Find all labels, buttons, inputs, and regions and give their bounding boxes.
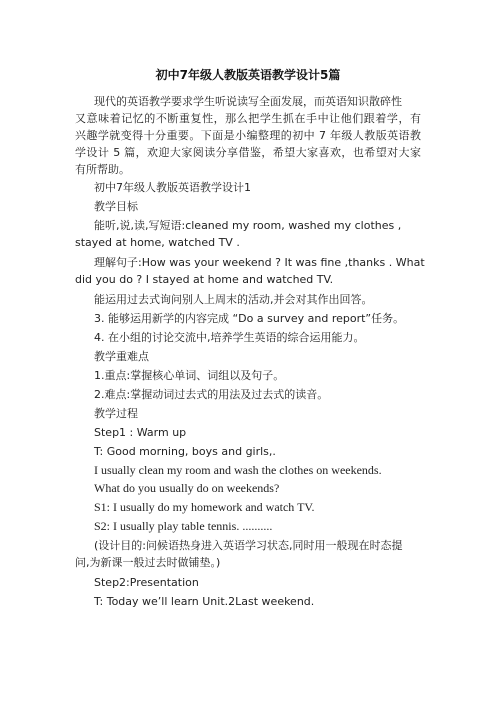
paragraph-line: 有所帮助。	[75, 163, 130, 176]
paragraph-line: did you do ? I stayed at home and watched TV.	[75, 273, 334, 286]
paragraph-line: (设计目的:问候语热身进入英语学习状态,同时用一般现在时态提	[94, 539, 403, 552]
subheading: 教学重难点	[94, 350, 149, 363]
paragraph-line: Step2:Presentation	[94, 576, 199, 589]
paragraph-line: 能运用过去式询问别人上周末的活动,并会对其作出回答。	[94, 293, 373, 306]
subheading: 教学目标	[94, 200, 138, 213]
paragraph-line: 学设计 5 篇，欢迎大家阅读分享借鉴，希望大家喜欢，也希望对大家	[75, 146, 421, 159]
paragraph-line: S1: I usually do my homework and watch TV.	[94, 500, 315, 514]
document-title: 初中7年级人教版英语教学设计5篇	[155, 68, 341, 82]
paragraph-line: S2: I usually play table tennis. ..........	[94, 519, 273, 533]
paragraph-line: T: Today we’ll learn Unit.2Last weekend.	[94, 595, 315, 608]
subheading: 教学过程	[94, 407, 138, 420]
paragraph-line: stayed at home, watched TV .	[75, 236, 240, 249]
paragraph-line: Step1 : Warm up	[94, 426, 187, 439]
paragraph-line: 现代的英语教学要求学生听说读写全面发展，而英语知识散碎性	[94, 95, 402, 108]
paragraph-line: 1.重点:掌握核心单词、词组以及句子。	[94, 369, 285, 382]
paragraph-line: 兴趣学就变得十分重要。下面是小编整理的初中 7 年级人教版英语教	[75, 129, 421, 142]
paragraph-line: T: Good morning, boys and girls,.	[94, 445, 276, 458]
paragraph-line: 2.难点:掌握动词过去式的用法及过去式的读音。	[94, 388, 329, 401]
paragraph-line: 4. 在小组的讨论交流中,培养学生英语的综合运用能力。	[94, 331, 365, 344]
paragraph-line: 能听,说,读,写短语:cleaned my room, washed my clothes ,	[94, 219, 402, 232]
paragraph-line: 理解句子:How was your weekend ? It was fine ,thanks . What	[94, 256, 425, 269]
paragraph-line: 问,为新课一般过去时做铺垫。)	[75, 556, 221, 569]
paragraph-line: 又意味着记忆的不断重复性，那么把学生抓在手中让他们跟着学，有	[75, 112, 421, 125]
section-heading: 初中7年级人教版英语教学设计1	[94, 181, 251, 194]
paragraph-line: 3. 能够运用新学的内容完成 “Do a survey and report”任务。	[94, 312, 405, 325]
paragraph-line: I usually clean my room and wash the clothes on weekends.	[94, 463, 382, 477]
paragraph-line: What do you usually do on weekends?	[94, 481, 280, 495]
